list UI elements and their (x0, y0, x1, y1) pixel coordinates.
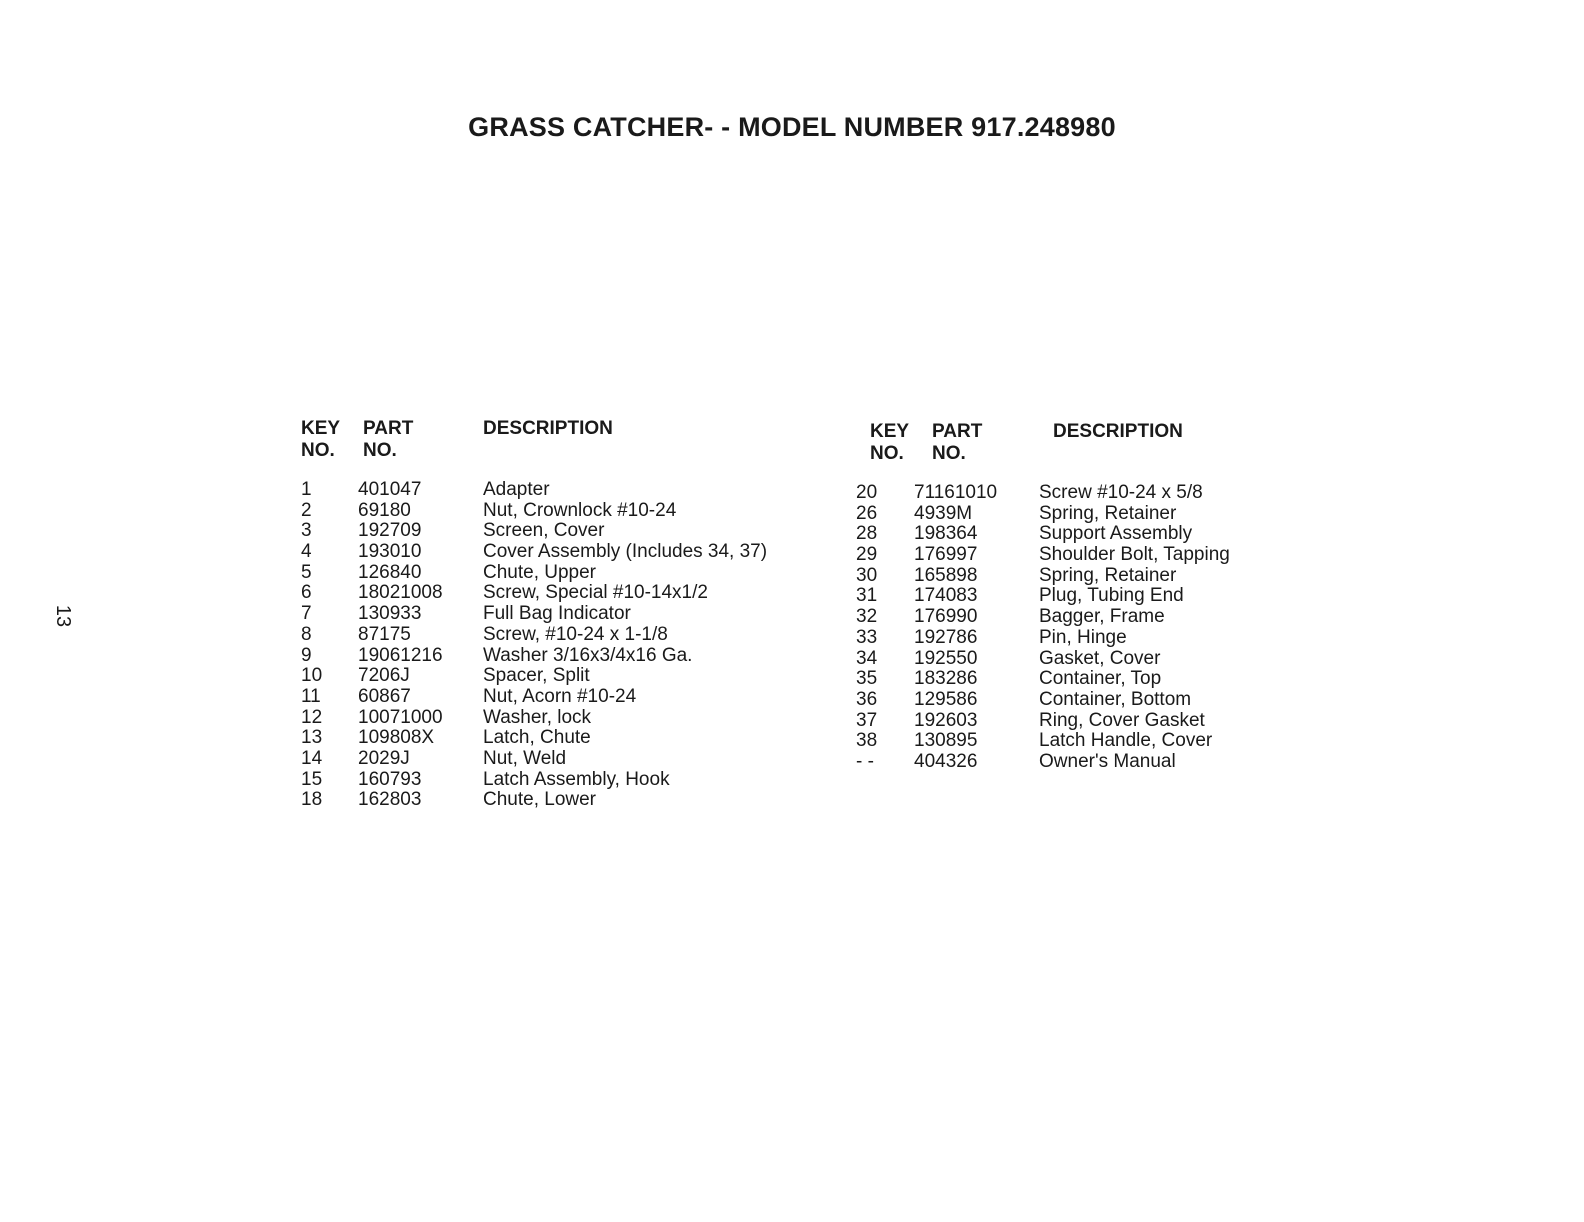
description-cell: Plug, Tubing End (1039, 585, 1184, 607)
part-no-cell: 60867 (358, 685, 411, 707)
key-no-cell: 5 (301, 561, 312, 583)
key-no-cell: 1 (301, 479, 312, 500)
table-row (301, 480, 821, 501)
header-key-no: KEY NO. (301, 418, 341, 461)
key-no-cell: 31 (856, 585, 878, 607)
part-no-cell: 129586 (914, 688, 978, 710)
part-no-cell: 109808X (358, 727, 435, 749)
table-header (301, 418, 821, 480)
table-row (301, 687, 821, 708)
table-rows (856, 483, 1376, 773)
part-no-cell: 193010 (358, 541, 422, 563)
page-number: 13 (52, 604, 74, 628)
table-row (301, 521, 821, 542)
table-row (856, 545, 1376, 566)
part-no-cell: 130895 (914, 730, 978, 752)
parts-table-right (856, 421, 1376, 773)
description-cell: Chute, Upper (483, 561, 597, 583)
table-row (301, 708, 821, 729)
table-row (301, 749, 821, 770)
part-no-cell: 198364 (914, 523, 978, 545)
description-cell: Cover Assembly (Includes 34, 37) (483, 541, 768, 563)
page-title: GRASS CATCHER- - MODEL NUMBER 917.248980 (468, 112, 1116, 142)
part-no-cell: 176990 (914, 606, 978, 628)
table-row (301, 604, 821, 625)
description-cell: Ring, Cover Gasket (1039, 709, 1205, 731)
table-row (301, 501, 821, 522)
table-row (856, 607, 1376, 628)
part-no-cell: 4939M (914, 502, 973, 524)
part-no-cell: 7206J (358, 665, 410, 687)
description-cell: Container, Top (1039, 668, 1162, 690)
description-cell: Spring, Retainer (1039, 502, 1177, 524)
part-no-cell: 71161010 (914, 482, 998, 503)
description-cell: Screw, #10-24 x 1-1/8 (483, 623, 668, 645)
part-no-cell: 130933 (358, 603, 422, 625)
part-no-cell: 192786 (914, 626, 978, 648)
part-no-cell: 404326 (914, 750, 978, 772)
description-cell: Nut, Crownlock #10-24 (483, 499, 677, 521)
key-no-cell: 38 (856, 730, 878, 752)
description-cell: Latch Assembly, Hook (483, 768, 670, 790)
description-cell: Latch Handle, Cover (1039, 730, 1213, 752)
header-part-no: PART NO. (932, 421, 983, 464)
part-no-cell: 2029J (358, 747, 410, 769)
part-no-cell: 19061216 (358, 644, 443, 666)
part-no-cell: 176997 (914, 544, 978, 566)
description-cell: Full Bag Indicator (483, 603, 631, 625)
key-no-cell: 32 (856, 606, 878, 628)
part-no-cell: 174083 (914, 585, 978, 607)
key-no-cell: 13 (301, 727, 323, 749)
description-cell: Washer, lock (483, 706, 592, 728)
table-row (856, 752, 1376, 773)
table-row (856, 731, 1376, 752)
key-no-cell: 11 (301, 685, 321, 707)
description-cell: Adapter (483, 479, 550, 500)
table-row (856, 566, 1376, 587)
part-no-cell: 162803 (358, 789, 422, 811)
key-no-cell: 34 (856, 647, 878, 669)
table-row (856, 524, 1376, 545)
header-description: DESCRIPTION (483, 418, 613, 439)
key-no-cell: 14 (301, 747, 323, 769)
description-cell: Bagger, Frame (1039, 606, 1165, 628)
part-no-cell: 183286 (914, 668, 978, 690)
table-row (301, 790, 821, 811)
table-row (301, 666, 821, 687)
key-no-cell: 4 (301, 541, 312, 563)
description-cell: Pin, Hinge (1039, 626, 1127, 648)
table-row (301, 728, 821, 749)
description-cell: Gasket, Cover (1039, 647, 1161, 669)
key-no-cell: 6 (301, 582, 312, 604)
key-no-cell: 33 (856, 626, 878, 648)
description-cell: Owner's Manual (1039, 750, 1176, 772)
table-rows (301, 480, 821, 811)
description-cell: Support Assembly (1039, 523, 1193, 545)
description-cell: Washer 3/16x3/4x16 Ga. (483, 644, 693, 666)
table-row (301, 563, 821, 584)
table-row (856, 586, 1376, 607)
key-no-cell: 26 (856, 502, 878, 524)
key-no-cell: 28 (856, 523, 878, 545)
header-description: DESCRIPTION (1053, 421, 1183, 442)
description-cell: Nut, Acorn #10-24 (483, 685, 637, 707)
key-no-cell: 15 (301, 768, 323, 790)
description-cell: Screw, Special #10-14x1/2 (483, 582, 708, 604)
key-no-cell: 7 (301, 603, 312, 625)
header-part-no: PART NO. (363, 418, 414, 461)
key-no-cell: 2 (301, 499, 312, 521)
part-no-cell: 126840 (358, 561, 422, 583)
description-cell: Spring, Retainer (1039, 564, 1177, 586)
key-no-cell: 18 (301, 789, 323, 811)
table-row (856, 628, 1376, 649)
part-no-cell: 18021008 (358, 582, 443, 604)
part-no-cell: 87175 (358, 623, 411, 645)
header-key-no: KEY NO. (870, 421, 910, 464)
description-cell: Container, Bottom (1039, 688, 1192, 710)
key-no-cell: - - (856, 750, 874, 772)
part-no-cell: 160793 (358, 768, 422, 790)
table-row (856, 711, 1376, 732)
key-no-cell: 9 (301, 644, 312, 666)
table-header (856, 421, 1376, 483)
table-row (856, 669, 1376, 690)
key-no-cell: 12 (301, 706, 323, 728)
key-no-cell: 36 (856, 688, 878, 710)
table-row (856, 504, 1376, 525)
description-cell: Spacer, Split (483, 665, 590, 687)
part-no-cell: 69180 (358, 499, 411, 521)
table-row (301, 646, 821, 667)
parts-table-left (301, 418, 821, 811)
description-cell: Latch, Chute (483, 727, 591, 749)
table-row (301, 770, 821, 791)
part-no-cell: 165898 (914, 564, 978, 586)
key-no-cell: 8 (301, 623, 312, 645)
key-no-cell: 30 (856, 564, 878, 586)
description-cell: Shoulder Bolt, Tapping (1039, 544, 1230, 566)
part-no-cell: 401047 (358, 479, 422, 500)
table-row (856, 649, 1376, 670)
table-row (856, 483, 1376, 504)
key-no-cell: 3 (301, 520, 312, 542)
key-no-cell: 10 (301, 665, 323, 687)
description-cell: Chute, Lower (483, 789, 597, 811)
description-cell: Nut, Weld (483, 747, 567, 769)
key-no-cell: 35 (856, 668, 878, 690)
key-no-cell: 29 (856, 544, 878, 566)
part-no-cell: 192550 (914, 647, 978, 669)
table-row (856, 690, 1376, 711)
table-row (301, 542, 821, 563)
description-cell: Screw #10-24 x 5/8 (1039, 482, 1203, 503)
table-row (301, 625, 821, 646)
part-no-cell: 10071000 (358, 706, 443, 728)
part-no-cell: 192709 (358, 520, 422, 542)
table-row (301, 583, 821, 604)
key-no-cell: 37 (856, 709, 878, 731)
part-no-cell: 192603 (914, 709, 978, 731)
key-no-cell: 20 (856, 482, 878, 503)
description-cell: Screen, Cover (483, 520, 605, 542)
